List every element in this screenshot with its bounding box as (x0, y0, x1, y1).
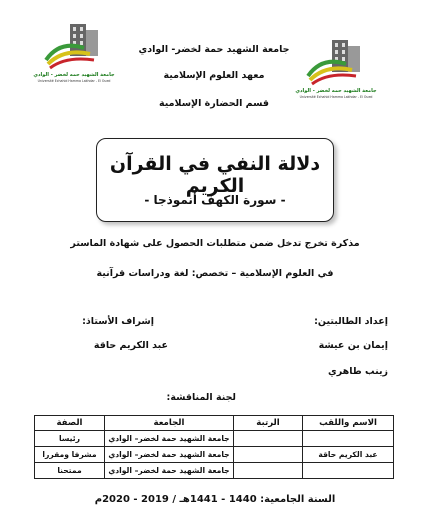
prepared-by-label: إعداد الطالبتين: (314, 316, 388, 327)
institute-name: معهد العلوم الإسلامية (163, 70, 265, 81)
table-header-row (35, 416, 394, 431)
academic-year: السنة الجامعية: 1440 - 1441هـ / 2019 - 2020م (94, 494, 336, 505)
cell-rank (234, 447, 303, 463)
cell-name: عبد الكريم حاقة (303, 447, 394, 463)
committee-label: لجنة المناقشة: (166, 392, 236, 403)
student-name-2: زينب طاهري (328, 366, 388, 377)
header-university: الجامعة (105, 416, 234, 431)
header-role: الصفة (35, 416, 105, 431)
university-name: جامعة الشهيد حمة لخضر- الوادي (138, 44, 290, 55)
cell-role: ممتحنا (35, 463, 105, 479)
cell-university: جامعة الشهيد حمة لخضر– الوادي (105, 463, 234, 479)
table-row (35, 463, 394, 479)
table-row (35, 447, 394, 463)
svg-text:Université Echahid Hamma Lakhd: Université Echahid Hamma Lakhdar - El Oued (299, 95, 373, 99)
thesis-subtitle: - سورة الكهف أنموذجا - (144, 193, 286, 207)
thesis-title: دلالة النفي في القرآن الكريم (109, 153, 321, 197)
cell-rank (234, 463, 303, 479)
header-rank: الرتبة (234, 416, 303, 431)
cell-role: رئيسا (35, 431, 105, 447)
supervision-label: إشراف الأستاذ: (82, 316, 154, 327)
cell-role: مشرفا ومقررا (35, 447, 105, 463)
cell-name (303, 463, 394, 479)
committee-table (34, 415, 394, 479)
cell-university: جامعة الشهيد حمة لخضر– الوادي (105, 447, 234, 463)
university-logo-left (33, 18, 115, 86)
logo-caption: جامعة الشهيد حمه لخضر - الوادي (33, 72, 115, 78)
student-name-1: إيمان بن عيشة (318, 340, 388, 351)
thesis-note: مذكرة تخرج تدخل ضمن متطلبات الحصول على شهادة الماستر (70, 238, 360, 249)
department-name: قسم الحضارة الإسلامية (158, 98, 270, 109)
title-box (96, 138, 334, 222)
supervisor-name: عبد الكريم حاقة (93, 340, 168, 351)
svg-text:جامعة الشهيد حمه لخضر - الوادي: جامعة الشهيد حمه لخضر - الوادي (295, 88, 377, 94)
table-row (35, 431, 394, 447)
cell-name (303, 431, 394, 447)
specialization: في العلوم الإسلامية – تخصص: لغة ودراسات قرآنية (96, 268, 334, 279)
logo-caption-latin: Université Echahid Hamma Lakhdar - El Oued (37, 79, 111, 83)
header-name: الاسم واللقب (303, 416, 394, 431)
cell-university: جامعة الشهيد حمة لخضر– الوادي (105, 431, 234, 447)
cell-rank (234, 431, 303, 447)
